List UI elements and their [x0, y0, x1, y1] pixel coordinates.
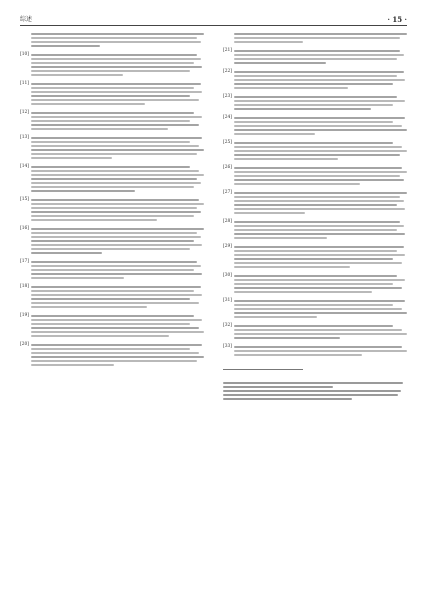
reference-entry	[223, 219, 407, 241]
reference-text-line	[31, 58, 201, 60]
author-biography	[223, 380, 407, 402]
reference-text-line	[234, 71, 404, 73]
reference-text	[234, 190, 407, 216]
reference-text-line	[234, 183, 360, 185]
reference-text-line	[234, 100, 405, 102]
reference-text	[31, 110, 204, 132]
reference-text-line	[234, 212, 305, 214]
reference-entry	[20, 31, 204, 49]
reference-text-line	[234, 37, 400, 39]
reference-text-line	[234, 246, 404, 248]
running-header	[20, 10, 407, 24]
reference-number: [23]	[223, 94, 233, 99]
reference-text-line	[31, 344, 202, 346]
reference-text	[31, 313, 204, 339]
reference-text	[31, 31, 204, 49]
reference-entry	[223, 94, 407, 112]
reference-number: [12]	[20, 110, 30, 115]
reference-text-line	[31, 323, 190, 325]
reference-text-line	[234, 208, 405, 210]
reference-text-line	[31, 356, 204, 358]
reference-text-line	[31, 236, 201, 238]
reference-text-line	[31, 166, 190, 168]
reference-text-line	[31, 240, 194, 242]
reference-text-line	[31, 248, 190, 250]
reference-number: [26]	[223, 165, 233, 170]
reference-entry	[20, 342, 204, 368]
reference-number: [17]	[20, 259, 30, 264]
reference-entry	[20, 313, 204, 339]
reference-text-line	[31, 66, 202, 68]
reference-text-line	[31, 335, 169, 337]
reference-text	[31, 135, 204, 161]
reference-text-line	[31, 153, 197, 155]
reference-number: [14]	[20, 164, 30, 169]
biography-text-line	[223, 394, 398, 396]
reference-text-line	[31, 352, 199, 354]
reference-text-line	[31, 174, 204, 176]
reference-text-line	[234, 283, 393, 285]
reference-number: [27]	[223, 190, 233, 195]
reference-text-line	[234, 154, 400, 156]
reference-text-line	[234, 121, 393, 123]
reference-entry	[223, 323, 407, 341]
biography-text-line	[223, 382, 403, 384]
reference-text-line	[31, 170, 199, 172]
reference-text-line	[31, 141, 190, 143]
reference-text-line	[234, 146, 402, 148]
reference-text-line	[31, 244, 202, 246]
reference-number: [28]	[223, 219, 233, 224]
reference-entry	[223, 69, 407, 91]
reference-text-line	[31, 228, 204, 230]
reference-text-line	[234, 304, 393, 306]
reference-text-line	[234, 75, 397, 77]
reference-text	[31, 342, 204, 368]
reference-column-left	[20, 31, 204, 581]
reference-text-line	[31, 99, 199, 101]
reference-text-line	[31, 178, 197, 180]
reference-number: [13]	[20, 135, 30, 140]
reference-number	[20, 31, 31, 49]
reference-text-line	[31, 149, 204, 151]
reference-text-line	[31, 145, 199, 147]
reference-text-line	[234, 350, 407, 352]
reference-text	[31, 81, 204, 107]
reference-text-line	[234, 196, 400, 198]
reference-text-line	[31, 219, 157, 221]
reference-text-line	[234, 279, 405, 281]
reference-text-line	[234, 33, 407, 35]
biography-text-line	[223, 390, 401, 392]
reference-number: [11]	[20, 81, 30, 86]
reference-text-line	[31, 54, 197, 56]
reference-text-line	[31, 87, 194, 89]
reference-text-line	[234, 150, 407, 152]
reference-text-line	[31, 211, 201, 213]
reference-text-line	[31, 33, 204, 35]
reference-entry	[20, 164, 204, 194]
section-label: 综述	[20, 16, 33, 23]
reference-text-line	[31, 137, 202, 139]
reference-text-line	[31, 232, 197, 234]
reference-number	[223, 31, 234, 45]
reference-text-line	[31, 315, 194, 317]
reference-text-line	[31, 45, 100, 47]
reference-text-line	[234, 291, 372, 293]
reference-entry	[20, 135, 204, 161]
reference-text	[31, 197, 204, 223]
reference-text	[31, 52, 204, 78]
reference-text	[234, 323, 407, 341]
reference-text-line	[234, 142, 393, 144]
reference-text-line	[31, 186, 194, 188]
header-rule	[20, 25, 407, 26]
reference-text-line	[31, 327, 199, 329]
reference-text-line	[31, 112, 194, 114]
reference-text-line	[31, 83, 201, 85]
reference-text	[234, 273, 407, 295]
reference-columns	[20, 31, 407, 581]
reference-entry	[20, 110, 204, 132]
reference-text-line	[31, 37, 197, 39]
biography-text-line	[223, 398, 352, 400]
reference-text-line	[234, 329, 402, 331]
reference-text-line	[31, 74, 123, 76]
biography-text-line	[223, 386, 333, 388]
reference-text-line	[31, 103, 145, 105]
reference-text-line	[31, 95, 190, 97]
reference-text-line	[234, 117, 405, 119]
reference-number: [15]	[20, 197, 30, 202]
reference-text-line	[234, 54, 404, 56]
reference-text-line	[31, 120, 190, 122]
reference-text-line	[31, 269, 194, 271]
reference-entry	[20, 259, 204, 281]
reference-text-line	[234, 204, 397, 206]
reference-entry	[223, 190, 407, 216]
reference-text-line	[234, 62, 326, 64]
reference-text	[234, 140, 407, 162]
reference-text	[234, 48, 407, 66]
reference-text-line	[234, 300, 405, 302]
reference-text-line	[234, 129, 407, 131]
reference-text	[234, 344, 407, 358]
reference-number: [33]	[223, 344, 233, 349]
page-number: · 15 ·	[387, 15, 407, 24]
reference-text-line	[31, 207, 197, 209]
reference-text-line	[31, 182, 201, 184]
reference-entry	[223, 140, 407, 162]
reference-text	[234, 298, 407, 320]
reference-entry	[223, 344, 407, 358]
reference-text-line	[234, 237, 327, 239]
reference-text-line	[234, 200, 404, 202]
reference-text-line	[234, 316, 317, 318]
reference-text-line	[234, 312, 407, 314]
reference-text-line	[31, 62, 194, 64]
reference-text-line	[234, 325, 393, 327]
reference-number: [25]	[223, 140, 233, 145]
reference-text-line	[31, 252, 102, 254]
reference-text-line	[234, 158, 338, 160]
reference-text-line	[31, 273, 202, 275]
reference-number: [16]	[20, 226, 30, 231]
reference-text-line	[31, 265, 201, 267]
reference-text-line	[31, 116, 202, 118]
reference-text-line	[234, 258, 393, 260]
reference-text-line	[234, 125, 402, 127]
reference-text-line	[234, 262, 402, 264]
reference-text-line	[234, 167, 402, 169]
reference-number: [22]	[223, 69, 233, 74]
reference-number: [20]	[20, 342, 30, 347]
reference-text-line	[31, 277, 124, 279]
reference-text-line	[31, 364, 114, 366]
reference-text	[31, 226, 204, 256]
reference-text-line	[234, 346, 402, 348]
reference-column-right	[223, 31, 407, 581]
reference-number: [19]	[20, 313, 30, 318]
reference-text-line	[31, 298, 190, 300]
reference-entry	[223, 115, 407, 137]
biography-rule	[223, 369, 303, 370]
reference-text-line	[234, 308, 402, 310]
reference-text-line	[234, 58, 397, 60]
reference-text-line	[234, 250, 397, 252]
reference-text	[234, 165, 407, 187]
reference-number: [30]	[223, 273, 233, 278]
reference-text	[234, 94, 407, 112]
reference-text-line	[234, 225, 404, 227]
reference-text-line	[234, 179, 404, 181]
reference-number: [21]	[223, 48, 233, 53]
reference-text-line	[31, 331, 204, 333]
reference-number: [31]	[223, 298, 233, 303]
reference-text-line	[31, 290, 194, 292]
reference-number: [32]	[223, 323, 233, 328]
reference-text-line	[31, 128, 168, 130]
reference-number: [29]	[223, 244, 233, 249]
reference-text-line	[31, 70, 190, 72]
reference-text	[31, 284, 204, 310]
reference-text-line	[234, 254, 405, 256]
reference-text-line	[234, 171, 407, 173]
reference-text-line	[234, 79, 405, 81]
reference-text-line	[31, 190, 135, 192]
reference-number: [10]	[20, 52, 30, 57]
reference-text-line	[234, 287, 402, 289]
reference-text-line	[234, 266, 350, 268]
reference-entry	[20, 81, 204, 107]
reference-text	[234, 69, 407, 91]
reference-text-line	[31, 91, 202, 93]
reference-text-line	[234, 41, 303, 43]
reference-entry	[20, 197, 204, 223]
reference-text-line	[31, 302, 199, 304]
reference-text-line	[234, 221, 400, 223]
reference-text-line	[234, 233, 405, 235]
reference-text-line	[31, 41, 201, 43]
reference-text-line	[31, 199, 199, 201]
reference-text-line	[234, 354, 362, 356]
reference-entry	[223, 298, 407, 320]
reference-text-line	[234, 337, 340, 339]
reference-text-line	[234, 275, 397, 277]
reference-text	[234, 31, 407, 45]
reference-text-line	[234, 87, 348, 89]
reference-entry	[223, 48, 407, 66]
reference-entry	[223, 244, 407, 270]
reference-text	[31, 259, 204, 281]
reference-text-line	[234, 192, 407, 194]
reference-entry	[223, 165, 407, 187]
reference-entry	[223, 31, 407, 45]
reference-text-line	[31, 124, 199, 126]
reference-text-line	[234, 229, 397, 231]
reference-text	[234, 244, 407, 270]
reference-text-line	[234, 83, 393, 85]
reference-text-line	[234, 96, 397, 98]
reference-text-line	[234, 104, 393, 106]
reference-text	[234, 115, 407, 137]
reference-text-line	[31, 360, 197, 362]
reference-text-line	[234, 333, 407, 335]
reference-text-line	[31, 261, 197, 263]
reference-text-line	[31, 203, 204, 205]
reference-text-line	[31, 294, 202, 296]
reference-text-line	[31, 286, 201, 288]
reference-text-line	[31, 319, 202, 321]
reference-text-line	[234, 133, 315, 135]
reference-text	[234, 219, 407, 241]
reference-text-line	[31, 348, 190, 350]
reference-text-line	[234, 108, 371, 110]
reference-entry	[223, 273, 407, 295]
reference-text-line	[234, 50, 400, 52]
reference-text-line	[31, 157, 112, 159]
reference-entry	[20, 226, 204, 256]
reference-text	[31, 164, 204, 194]
reference-text-line	[31, 306, 147, 308]
reference-number: [24]	[223, 115, 233, 120]
reference-number: [18]	[20, 284, 30, 289]
reference-text-line	[31, 215, 194, 217]
reference-entry	[20, 284, 204, 310]
reference-text-line	[234, 175, 400, 177]
reference-entry	[20, 52, 204, 78]
